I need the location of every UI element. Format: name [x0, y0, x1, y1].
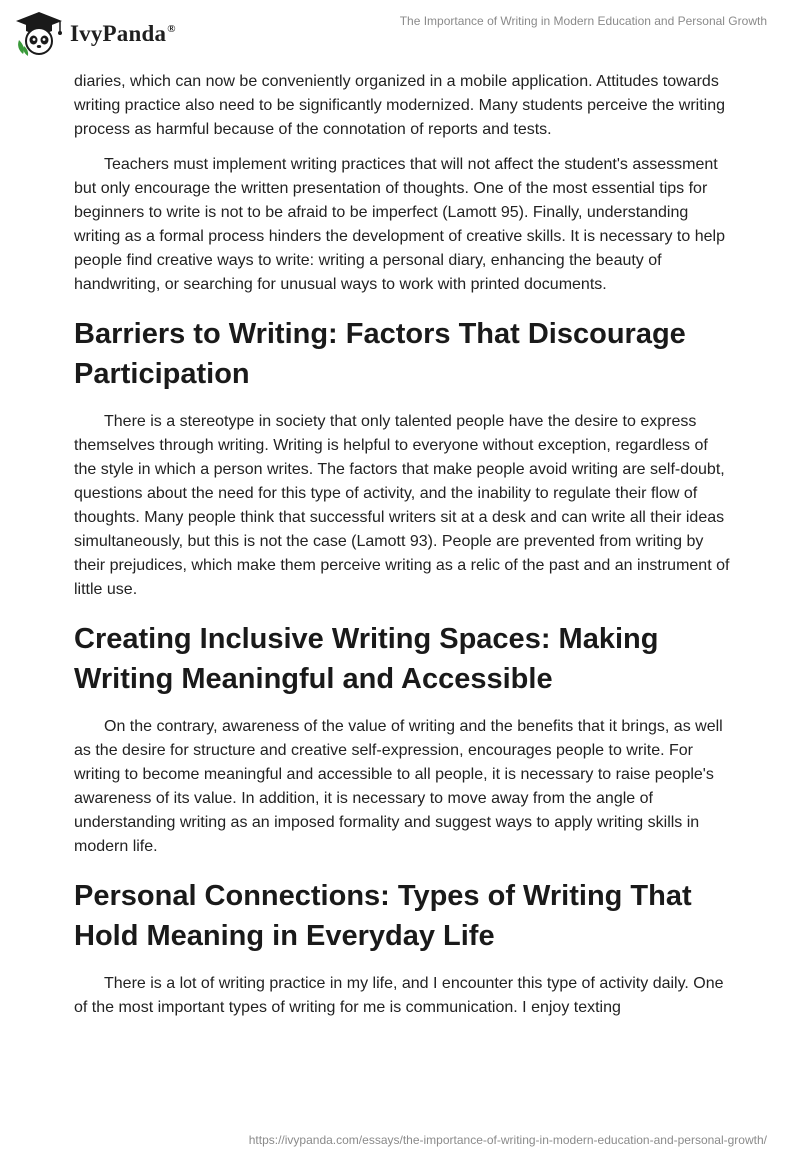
- source-url[interactable]: https://ivypanda.com/essays/the-importance-of-writing-in-modern-education-and-personal-growth/: [248, 1133, 767, 1147]
- brand-text: IvyPanda: [70, 21, 167, 46]
- paragraph: diaries, which can now be conveniently organized in a mobile application. Attitudes towards writing practice also need to be significantly modernized. Many students perceive the writing process as harmful because of the connotation of reports and tests.: [74, 73, 725, 138]
- section-heading-personal: Personal Connections: Types of Writing That Hold Meaning in Everyday Life: [74, 880, 692, 952]
- essay-content: [74, 70, 734, 1031]
- document-title: The Importance of Writing in Modern Education and Personal Growth: [399, 14, 767, 28]
- ivypanda-logo[interactable]: [14, 10, 176, 58]
- section-heading-inclusive: Creating Inclusive Writing Spaces: Making Writing Meaningful and Accessible: [74, 623, 659, 695]
- paragraph: Teachers must implement writing practices that will not affect the student's assessment but only encourage the written presentation of thoughts. One of the most essential tips for beginners to write is not to be afraid to be imperfect (Lamott 95). Finally, understanding writing as a formal process hinders the development of creative skills. It is necessary to help people find creative ways to write: writing a personal diary, enhancing the beauty of handwriting, or searching for unusual ways to work with printed documents.: [74, 156, 725, 293]
- brand-name: [70, 21, 176, 47]
- paragraph: On the contrary, awareness of the value of writing and the benefits that it brings, as well as the desire for structure and creative self-expression, encourages people to write. For writing to become meaningful and accessible to all people, it is necessary to raise people's awareness of its value. In addition, it is necessary to move away from the angle of understanding writing as an imposed formality and suggest ways to apply writing skills in modern life.: [74, 718, 723, 855]
- section-heading-barriers: Barriers to Writing: Factors That Discourage Participation: [74, 318, 686, 390]
- page-header: [0, 0, 800, 70]
- panda-graduate-icon: [14, 10, 64, 58]
- paragraph: There is a stereotype in society that only talented people have the desire to express themselves through writing. Writing is helpful to everyone without exception, regardless of the style in which a person writes. The factors that make people avoid writing are self-doubt, questions about the need for this type of activity, and the inability to regulate their flow of thoughts. Many people think that successful writers sit at a desk and can write all their ideas simultaneously, but this is not the case (Lamott 93). People are prevented from writing by their prejudices, which make them perceive writing as a relic of the past and an instrument of little use.: [74, 413, 730, 598]
- paragraph: There is a lot of writing practice in my life, and I encounter this type of activity daily. One of the most important types of writing for me is communication. I enjoy texting: [74, 975, 724, 1016]
- registered-mark: ®: [167, 23, 176, 35]
